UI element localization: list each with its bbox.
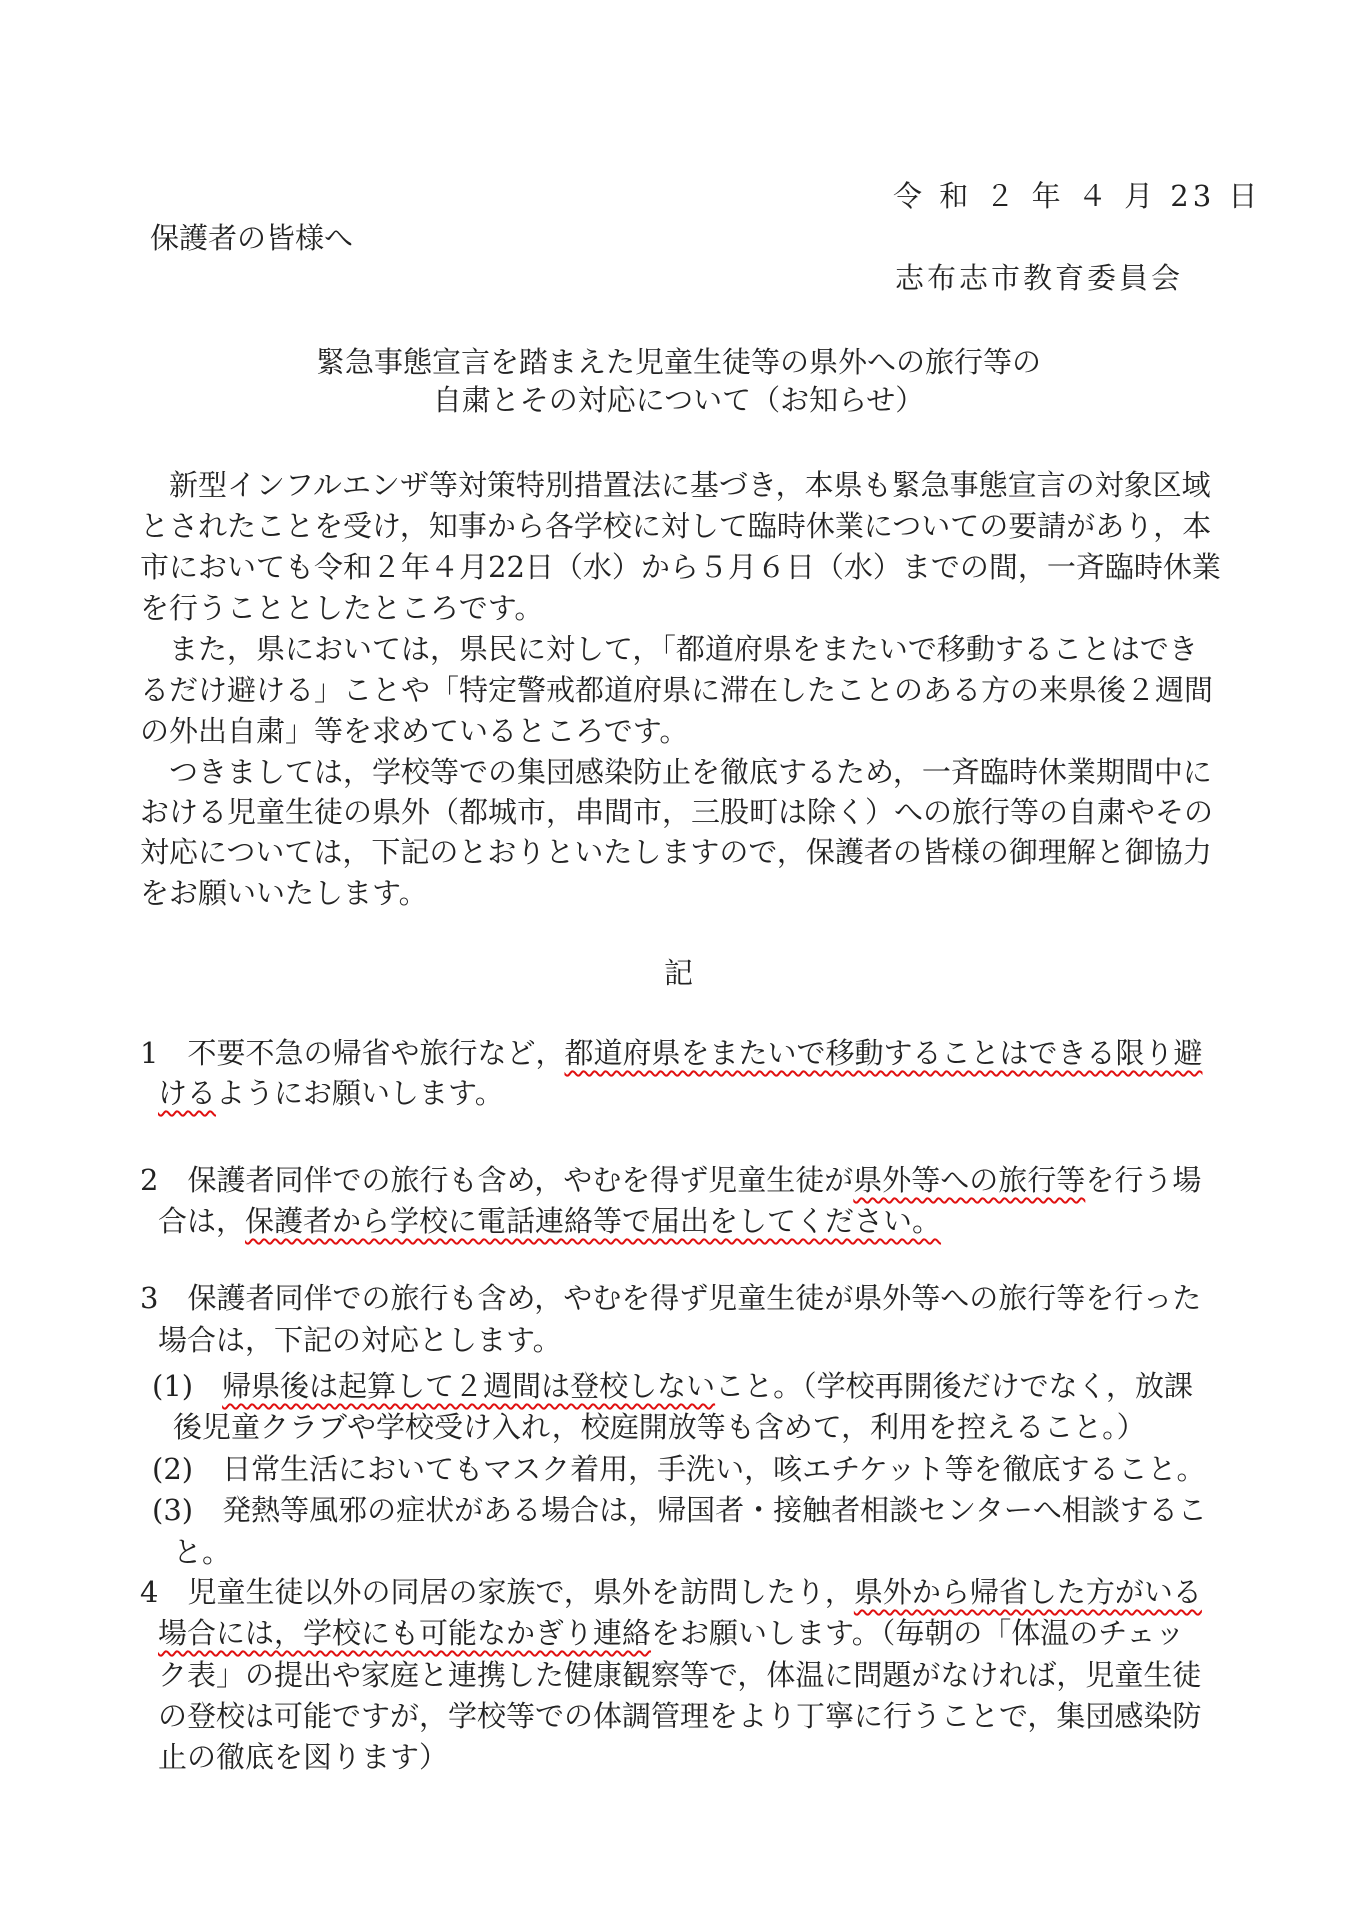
document-date: 令 和 ２ 年 ４ 月 23 日	[893, 179, 1262, 213]
text-line	[152, 1490, 1207, 1530]
text-segment: るだけ避ける」ことや「特定警戒都道府県に滞在したことのある方の来県後２週間	[140, 673, 1214, 707]
underlined-emphasis: ける	[158, 1076, 217, 1110]
text-line	[158, 1696, 1201, 1736]
underlined-emphasis: 帰県後は起算して２週間は登校しない	[222, 1369, 716, 1403]
text-line	[140, 1160, 1201, 1200]
text-segment: 2 保護者同伴での旅行も含め，やむを得ず児童生徒が	[140, 1163, 854, 1197]
text-line	[158, 1655, 1201, 1695]
text-segment: (1)	[152, 1369, 223, 1403]
text-line	[140, 1278, 1201, 1318]
text-segment: ク表」の提出や家庭と連携した健康観察等で，体温に問題がなければ，児童生徒	[158, 1658, 1202, 1692]
text-line	[173, 1407, 1146, 1447]
text-segment: ようにお願いします。	[216, 1076, 504, 1110]
sender: 志布志市教育委員会	[895, 261, 1184, 295]
ki-heading: 記	[663, 956, 693, 990]
text-line	[158, 1073, 504, 1113]
text-line	[173, 1532, 231, 1572]
text-line	[158, 1737, 448, 1777]
text-segment: 3 保護者同伴での旅行も含め，やむを得ず児童生徒が県外等への旅行等を行った	[140, 1281, 1202, 1315]
text-line	[140, 1572, 1202, 1612]
document-title-line-1: 緊急事態宣言を踏まえた児童生徒等の県外への旅行等の	[315, 345, 1041, 379]
text-line	[140, 629, 1198, 669]
text-line	[140, 465, 1211, 505]
text-segment: と。	[173, 1535, 232, 1569]
recipient: 保護者の皆様へ	[150, 221, 354, 255]
text-line	[158, 1613, 1184, 1653]
text-segment: 市においても令和２年４月22日（水）から５月６日（水）までの間，一斉臨時休業	[140, 550, 1221, 584]
underlined-emphasis: 場合には，学校にも可能なかぎり連絡	[158, 1616, 652, 1650]
text-line	[140, 711, 688, 751]
text-segment: 1 不要不急の帰省や旅行など，	[140, 1036, 565, 1070]
text-segment: (2) 日常生活においてもマスク着用，手洗い，咳エチケット等を徹底すること。	[152, 1452, 1206, 1486]
text-segment: また，県においては，県民に対して，「都道府県をまたいで移動することはでき	[140, 632, 1198, 666]
text-segment: を行う場	[1085, 1163, 1202, 1197]
text-segment: 新型インフルエンザ等対策特別措置法に基づき，本県も緊急事態宣言の対象区域	[140, 468, 1211, 502]
text-segment: 対応については，下記のとおりといたしますので，保護者の皆様の御理解と御協力	[140, 835, 1212, 869]
text-line	[140, 752, 1212, 792]
text-segment: 合は，	[158, 1204, 246, 1238]
underlined-emphasis: 県外等への旅行等	[853, 1163, 1086, 1197]
text-segment: 場合は，下記の対応とします。	[158, 1323, 562, 1357]
text-line	[140, 588, 543, 628]
text-line	[140, 792, 1213, 832]
underlined-emphasis: 県外から帰省した方がいる	[853, 1575, 1202, 1609]
text-segment: おける児童生徒の県外（都城市，串間市，三股町は除く）への旅行等の自粛やその	[140, 795, 1214, 829]
text-segment: 後児童クラブや学校受け入れ，校庭開放等も含めて，利用を控えること。）	[173, 1410, 1146, 1444]
text-segment: つきましては，学校等での集団感染防止を徹底するため，一斉臨時休業期間中に	[140, 755, 1212, 789]
text-line	[140, 547, 1221, 587]
underlined-emphasis: 保護者から学校に電話連絡等で届出をしてください。	[245, 1204, 942, 1238]
text-line	[158, 1320, 562, 1360]
text-segment: とされたことを受け，知事から各学校に対して臨時休業についての要請があり，本	[140, 509, 1212, 543]
text-segment: 4 児童生徒以外の同居の家族で，県外を訪問したり，	[140, 1575, 854, 1609]
text-line	[140, 506, 1211, 546]
text-segment: (3) 発熱等風邪の症状がある場合は，帰国者・接触者相談センターへ相談するこ	[152, 1493, 1207, 1527]
text-segment: を行うこととしたところです。	[140, 591, 544, 625]
text-line	[140, 670, 1213, 710]
underlined-emphasis: 都道府県をまたいで移動することはできる限り避	[564, 1036, 1203, 1070]
text-segment: 止の徹底を図ります）	[158, 1740, 449, 1774]
document-title-line-2: 自粛とその対応について（お知らせ）	[432, 383, 925, 417]
text-segment: の登校は可能ですが，学校等での体調管理をより丁寧に行うことで，集団感染防	[158, 1699, 1202, 1733]
text-line	[158, 1201, 941, 1241]
text-segment: こと。（学校再開後だけでなく，放課	[715, 1369, 1194, 1403]
text-line	[140, 1033, 1202, 1073]
text-line	[152, 1366, 1193, 1406]
text-segment: をお願いします。（毎朝の「体温のチェッ	[651, 1616, 1185, 1650]
text-segment: をお願いいたします。	[140, 876, 428, 910]
text-line	[140, 832, 1212, 872]
text-line	[140, 873, 428, 913]
text-segment: の外出自粛」等を求めているところです。	[140, 714, 689, 748]
text-line	[152, 1449, 1205, 1489]
